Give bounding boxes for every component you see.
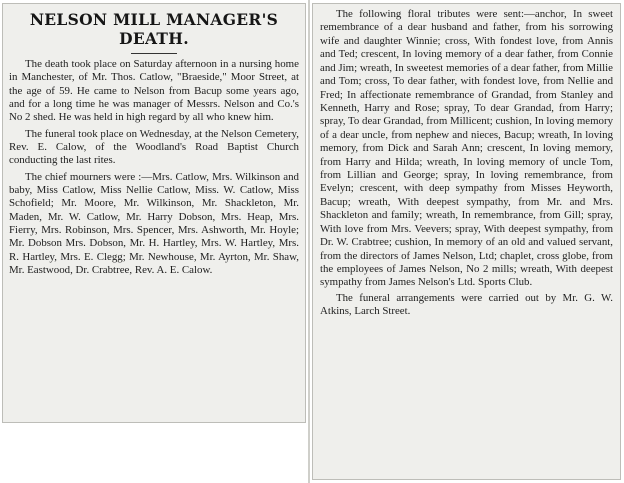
- headline: NELSON MILL MANAGER'S DEATH.: [29, 10, 279, 48]
- mourners-paragraph: The chief mourners were :—Mrs. Catlow, Mrs. Wilkinson and baby, Miss Catlow, Miss Nellie Catlow, Miss. W. Catlow, Miss Schofield; Mr. Moore, Mr. Wilkinson, Mr. Shackleton, Mr. Maden, Mr. W. Catlow, Mr. Harry Dobson, Mrs. Heap, Mrs. Fierry, Mrs. Robinson, Mrs. Spencer, Mrs. Ashworth, Mr. Hoyle; Mr. Dobson Mrs. Dobson, Mr. H. Hartley, Mrs. W. Hartley, Mrs. R. Hartley, Mrs. E. Clegg; Mr. Newhouse, Mr. Ayrton, Mr. Shaw, Mr. Eastwood, Dr. Crabtree, Rev. A. E. Calow.: [9, 170, 299, 277]
- right-column: [312, 3, 621, 480]
- funeral-paragraph: The funeral took place on Wednesday, at the Nelson Cemetery, Rev. E. Calow, of the Woodland's Road Baptist Church conducting the last rites.: [9, 127, 299, 167]
- left-column: [2, 3, 306, 423]
- column-divider: [308, 0, 310, 483]
- funeral-arrangements-paragraph: The funeral arrangements were carried out by Mr. G. W. Atkins, Larch Street.: [320, 291, 613, 318]
- floral-tributes-paragraph: The following floral tributes were sent:—anchor, In sweet remembrance of a dear husband and father, from his sorrowing wife and daughter Winnie; cross, With fondest love, from Annis and Ted; crescent, In loving memory of a dear father, from Connie and Jim; wreath, In sweetest memories of a dear father, from Millie and Tom; cross, To dear father, with fondest love, from Nellie and Fred; In affectionate remembrance of Grandad, from Stanley and Kenneth, Harry and Rose; spray, To dear Grandad, from Harry; spray, To dear Grandad, from Millicent; cushion, In loving memory of a dear uncle, from nephew and nieces, Bacup; wreath, In loving memory, from Dick and Sarah Ann; crescent, In loving memory, from Harry and Hilda; wreath, In loving memory of uncle Tom, from Lillian and George; spray, In loving remembrance, from Evelyn; crescent, with deep sympathy from Misses Heyworth, Bacup; wreath, With deepest sympathy, from Mr. and Mrs. Shackleton and family; wreath, In remembrance, from Gill; spray, With love from Mrs. Veevers; spray, With deepest sympathy, from Dr. W. Crabtree; cushion, In memory of an old and valued servant, from the directors of James Nelson, Ltd; chaplet, cross globe, from the employees of James Nelson, No 2 mills; wreath, With deepest sympathy from James Nelson's Ltd. Sports Club.: [320, 8, 613, 289]
- headline-rule: [131, 53, 177, 54]
- death-paragraph: The death took place on Saturday afternoon in a nursing home in Manchester, of Mr. Thos. Catlow, "Braeside," Moor Street, at the age of 59. He came to Nelson from Bacup some years ago, and for a long time he was manager of Messrs. Nelson and Co.'s No 2 shed. He was held in high regard by all who knew him.: [9, 58, 299, 124]
